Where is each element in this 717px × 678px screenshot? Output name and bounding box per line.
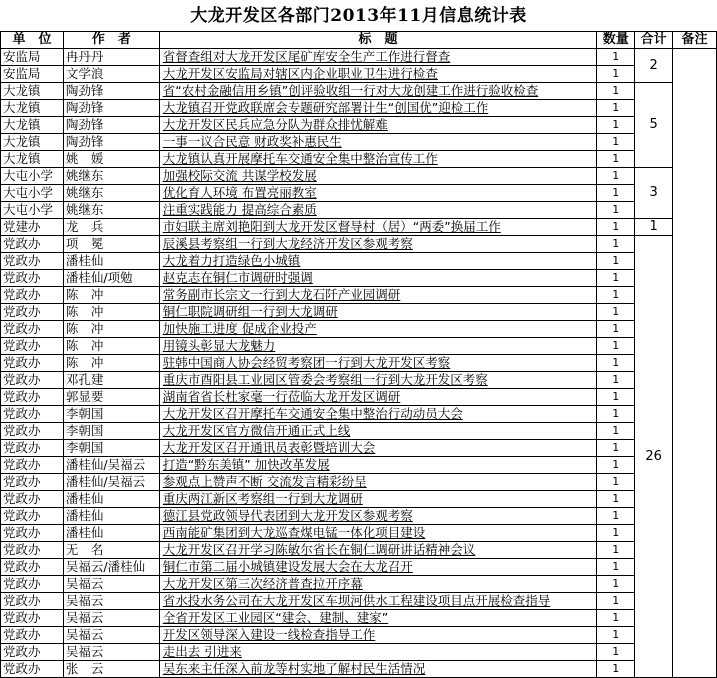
unit-cell: 安监局	[1, 49, 64, 66]
subject-cell: 重庆两江新区考察组一行到大龙调研	[159, 491, 597, 508]
subject-cell: 湖南省省长杜家毫一行莅临大龙开发区调研	[159, 389, 597, 406]
subject-cell: 省水投水务公司在大龙开发区车坝河供水工程建设项目点开展检查指导	[159, 593, 597, 610]
quantity-cell: 1	[597, 100, 635, 117]
author-cell: 李朝国	[63, 406, 159, 423]
subject-cell: 大龙开发区召开学习陈敏尔省长在铜仁调研讲话精神会议	[159, 542, 597, 559]
quantity-cell: 1	[597, 593, 635, 610]
quantity-cell: 1	[597, 236, 635, 253]
subject-cell: 大龙镇召开党政联席会专题研究部署计生“创国优”迎检工作	[159, 100, 597, 117]
subject-cell: 省“农村金融信用乡镇”创评验收组一行对大龙创建工作进行验收检查	[159, 83, 597, 100]
subject-cell: 大龙开发区官方微信开通正式上线	[159, 423, 597, 440]
quantity-cell: 1	[597, 287, 635, 304]
author-cell: 潘桂仙	[63, 491, 159, 508]
table-body	[1, 49, 717, 678]
unit-cell: 党政办	[1, 338, 64, 355]
table-row	[1, 168, 717, 185]
author-cell: 潘桂仙/吴福云	[63, 457, 159, 474]
author-cell: 陶劲锋	[63, 134, 159, 151]
subject-cell: 重庆市酉阳县工业园区管委会考察组一行到大龙开发区考察	[159, 372, 597, 389]
subject-cell: 赵克志在铜仁市调研时强调	[159, 270, 597, 287]
subject-cell: 铜仁职院调研组一行到大龙调研	[159, 304, 597, 321]
unit-cell: 党政办	[1, 304, 64, 321]
quantity-cell: 1	[597, 355, 635, 372]
table-row	[1, 661, 717, 678]
quantity-cell: 1	[597, 185, 635, 202]
table-row	[1, 49, 717, 66]
table-row	[1, 185, 717, 202]
quantity-cell: 1	[597, 440, 635, 457]
table-row	[1, 525, 717, 542]
unit-cell: 党政办	[1, 355, 64, 372]
unit-cell: 党政办	[1, 627, 64, 644]
author-cell: 陈 冲	[63, 304, 159, 321]
subject-cell: 一事一议合民意 财政奖补惠民生	[159, 134, 597, 151]
subject-cell: 铜仁市第二届小城镇建设发展大会在大龙召开	[159, 559, 597, 576]
quantity-cell: 1	[597, 610, 635, 627]
subject-cell: 优化育人环境 布置亮丽教室	[159, 185, 597, 202]
unit-cell: 党政办	[1, 270, 64, 287]
unit-cell: 党政办	[1, 321, 64, 338]
unit-cell: 党政办	[1, 372, 64, 389]
author-cell: 姚继东	[63, 185, 159, 202]
quantity-cell: 1	[597, 151, 635, 168]
table-row	[1, 253, 717, 270]
author-cell: 陈 冲	[63, 355, 159, 372]
table-row	[1, 474, 717, 491]
author-cell: 陶劲锋	[63, 117, 159, 134]
table-row	[1, 576, 717, 593]
unit-cell: 党政办	[1, 508, 64, 525]
unit-cell: 党政办	[1, 389, 64, 406]
table-row	[1, 593, 717, 610]
subject-cell: 加快施工进度 促成企业投产	[159, 321, 597, 338]
quantity-cell: 1	[597, 253, 635, 270]
subject-cell: 辰溪县考察组一行到大龙经济开发区参观考察	[159, 236, 597, 253]
total-cell: 1	[635, 219, 673, 236]
quantity-cell: 1	[597, 134, 635, 151]
subject-cell: 吴东来主任深入前龙等村实地了解村民生活情况	[159, 661, 597, 678]
unit-cell: 大屯小学	[1, 202, 64, 219]
author-cell: 郭显要	[63, 389, 159, 406]
table-row	[1, 457, 717, 474]
quantity-cell: 1	[597, 321, 635, 338]
subject-cell: 常务副市长宗文一行到大龙石阡产业园调研	[159, 287, 597, 304]
header-row	[1, 32, 717, 49]
quantity-cell: 1	[597, 219, 635, 236]
quantity-cell: 1	[597, 168, 635, 185]
sheet-title: 大龙开发区各部门2013年11月信息统计表	[190, 6, 527, 26]
quantity-cell: 1	[597, 508, 635, 525]
table-row	[1, 100, 717, 117]
author-cell: 姚继东	[63, 168, 159, 185]
unit-cell: 党政办	[1, 457, 64, 474]
unit-cell: 党政办	[1, 576, 64, 593]
author-cell: 潘桂仙	[63, 508, 159, 525]
quantity-cell: 1	[597, 270, 635, 287]
header-unit: 单 位	[1, 32, 64, 49]
subject-cell: 大龙镇认真开展摩托车交通安全集中整治宣传工作	[159, 151, 597, 168]
unit-cell: 党建办	[1, 219, 64, 236]
author-cell: 陈 冲	[63, 287, 159, 304]
unit-cell: 大龙镇	[1, 100, 64, 117]
table-row	[1, 627, 717, 644]
subject-cell: 全省开发区工业园区“建会、建制、建家”	[159, 610, 597, 627]
quantity-cell: 1	[597, 644, 635, 661]
subject-cell: 用镜头彰显大龙魅力	[159, 338, 597, 355]
subject-cell: 德江县党政领导代表团到大龙开发区参观考察	[159, 508, 597, 525]
unit-cell: 党政办	[1, 236, 64, 253]
author-cell: 陶劲锋	[63, 100, 159, 117]
unit-cell: 党政办	[1, 287, 64, 304]
subject-cell: 走出去 引进来	[159, 644, 597, 661]
table-row	[1, 117, 717, 134]
author-cell: 吴福云	[63, 644, 159, 661]
table-row	[1, 202, 717, 219]
quantity-cell: 1	[597, 542, 635, 559]
author-cell: 冉丹丹	[63, 49, 159, 66]
subject-cell: 大龙开发区第三次经济普查拉开序幕	[159, 576, 597, 593]
quantity-cell: 1	[597, 66, 635, 83]
subject-cell: 打造“黔东美镇” 加快改革发展	[159, 457, 597, 474]
total-cell: 2	[635, 49, 673, 83]
table-row	[1, 338, 717, 355]
subject-cell: 市妇联主席刘艳阳到大龙开发区督导村（居）“两委”换届工作	[159, 219, 597, 236]
table-row	[1, 423, 717, 440]
subject-cell: 西南能矿集团到大龙巡查煤电锰一体化项目建设	[159, 525, 597, 542]
author-cell: 文学浪	[63, 66, 159, 83]
table-row	[1, 559, 717, 576]
header-remark: 备注	[673, 32, 717, 49]
table-row	[1, 542, 717, 559]
quantity-cell: 1	[597, 389, 635, 406]
author-cell: 陶劲锋	[63, 83, 159, 100]
table-row	[1, 389, 717, 406]
quantity-cell: 1	[597, 304, 635, 321]
header-author: 作 者	[63, 32, 159, 49]
table-row	[1, 304, 717, 321]
author-cell: 吴福云	[63, 610, 159, 627]
unit-cell: 大屯小学	[1, 168, 64, 185]
quantity-cell: 1	[597, 576, 635, 593]
subject-cell: 大龙开发区召开摩托车交通安全集中整治行动动员大会	[159, 406, 597, 423]
author-cell: 李朝国	[63, 440, 159, 457]
header-total: 合计	[635, 32, 673, 49]
author-cell: 潘桂仙/吴福云	[63, 474, 159, 491]
author-cell: 潘桂仙	[63, 525, 159, 542]
subject-cell: 开发区领导深入建设一线检查指导工作	[159, 627, 597, 644]
total-cell: 3	[635, 168, 673, 219]
table-row	[1, 66, 717, 83]
unit-cell: 党政办	[1, 610, 64, 627]
unit-cell: 大龙镇	[1, 134, 64, 151]
subject-cell: 驻韩中国商人协会经贸考察团一行到大龙开发区考察	[159, 355, 597, 372]
unit-cell: 党政办	[1, 474, 64, 491]
unit-cell: 大龙镇	[1, 117, 64, 134]
quantity-cell: 1	[597, 49, 635, 66]
subject-cell: 大龙开发区民兵应急分队为群众排忧解难	[159, 117, 597, 134]
author-cell: 潘桂仙	[63, 253, 159, 270]
unit-cell: 党政办	[1, 491, 64, 508]
unit-cell: 安监局	[1, 66, 64, 83]
author-cell: 邓孔建	[63, 372, 159, 389]
header-subject: 标 题	[159, 32, 597, 49]
quantity-cell: 1	[597, 338, 635, 355]
author-cell: 陈 冲	[63, 321, 159, 338]
subject-cell: 大龙着力打造绿色小城镇	[159, 253, 597, 270]
subject-cell: 大龙开发区召开通讯员表彰暨培训大会	[159, 440, 597, 457]
table-row	[1, 219, 717, 236]
author-cell: 姚 媛	[63, 151, 159, 168]
table-row	[1, 355, 717, 372]
unit-cell: 党政办	[1, 525, 64, 542]
unit-cell: 党政办	[1, 593, 64, 610]
table-row	[1, 83, 717, 100]
author-cell: 姚继东	[63, 202, 159, 219]
unit-cell: 党政办	[1, 253, 64, 270]
table-row	[1, 236, 717, 253]
table-row	[1, 610, 717, 627]
author-cell: 无 名	[63, 542, 159, 559]
author-cell: 吴福云	[63, 593, 159, 610]
quantity-cell: 1	[597, 627, 635, 644]
author-cell: 吴福云	[63, 627, 159, 644]
table-row	[1, 406, 717, 423]
unit-cell: 党政办	[1, 644, 64, 661]
quantity-cell: 1	[597, 491, 635, 508]
quantity-cell: 1	[597, 406, 635, 423]
author-cell: 龙 兵	[63, 219, 159, 236]
table-row	[1, 491, 717, 508]
author-cell: 陈 冲	[63, 338, 159, 355]
unit-cell: 党政办	[1, 542, 64, 559]
table-row	[1, 287, 717, 304]
quantity-cell: 1	[597, 372, 635, 389]
author-cell: 张 云	[63, 661, 159, 678]
table-row	[1, 440, 717, 457]
info-statistics-table	[0, 31, 717, 678]
unit-cell: 大屯小学	[1, 185, 64, 202]
author-cell: 吴福云	[63, 576, 159, 593]
table-row	[1, 151, 717, 168]
subject-cell: 加强校际交流 共谋学校发展	[159, 168, 597, 185]
unit-cell: 党政办	[1, 440, 64, 457]
quantity-cell: 1	[597, 661, 635, 678]
unit-cell: 党政办	[1, 661, 64, 678]
quantity-cell: 1	[597, 117, 635, 134]
table-row	[1, 270, 717, 287]
unit-cell: 党政办	[1, 423, 64, 440]
remark-cell	[673, 49, 717, 678]
table-row	[1, 134, 717, 151]
quantity-cell: 1	[597, 202, 635, 219]
quantity-cell: 1	[597, 83, 635, 100]
table-row	[1, 372, 717, 389]
total-cell: 5	[635, 83, 673, 168]
table-row	[1, 321, 717, 338]
subject-cell: 参观点上赞声不断 交流发言精彩纷呈	[159, 474, 597, 491]
quantity-cell: 1	[597, 457, 635, 474]
author-cell: 李朝国	[63, 423, 159, 440]
quantity-cell: 1	[597, 525, 635, 542]
header-quantity: 数量	[597, 32, 635, 49]
unit-cell: 党政办	[1, 406, 64, 423]
subject-cell: 注重实践能力 提高综合素质	[159, 202, 597, 219]
table-row	[1, 644, 717, 661]
author-cell: 吴福云/潘桂仙	[63, 559, 159, 576]
quantity-cell: 1	[597, 423, 635, 440]
subject-cell: 大龙开发区安监局对辖区内企业职业卫生进行检查	[159, 66, 597, 83]
quantity-cell: 1	[597, 559, 635, 576]
unit-cell: 大龙镇	[1, 83, 64, 100]
author-cell: 潘桂仙/项勉	[63, 270, 159, 287]
quantity-cell: 1	[597, 474, 635, 491]
author-cell: 项 冕	[63, 236, 159, 253]
total-cell: 26	[635, 236, 673, 678]
table-row	[1, 508, 717, 525]
unit-cell: 党政办	[1, 559, 64, 576]
subject-cell: 省督查组对大龙开发区尾矿库安全生产工作进行督查	[159, 49, 597, 66]
unit-cell: 大龙镇	[1, 151, 64, 168]
